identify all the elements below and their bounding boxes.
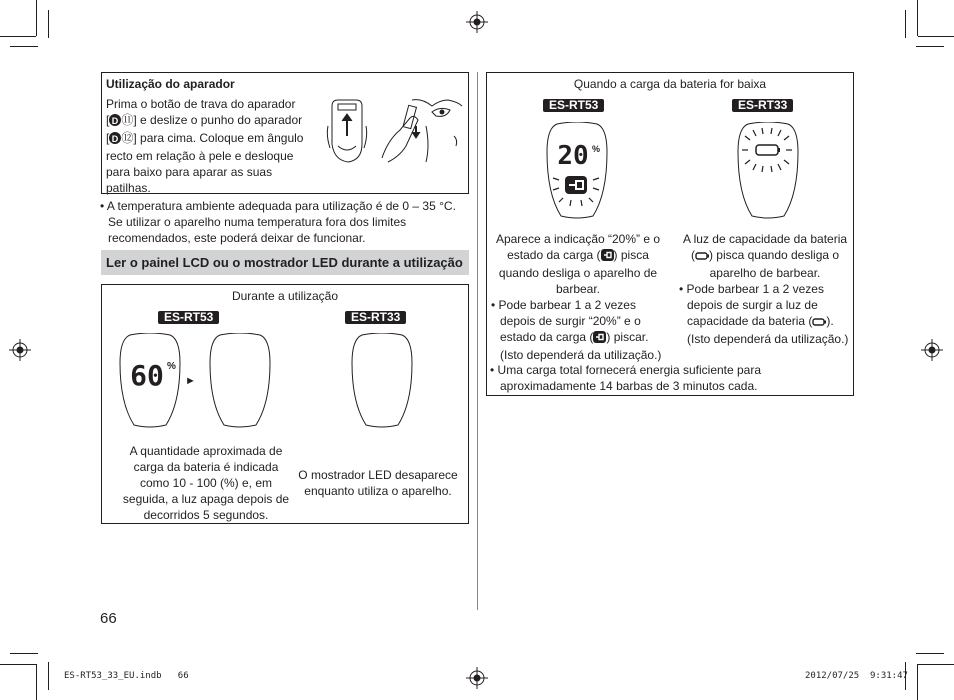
crop-mark	[905, 10, 906, 38]
col-b-line	[676, 313, 854, 331]
trimmer-line-text: ] para cima. Coloque em ângulo	[133, 131, 304, 145]
lcd-value: 60	[130, 359, 164, 392]
temperature-line	[100, 198, 470, 214]
low-battery-col-es-rt33	[676, 231, 854, 347]
during-use-title: Durante a utilização	[231, 289, 339, 303]
bullet: •	[679, 282, 684, 296]
model-tag-es-rt53: ES-RT53	[158, 311, 219, 324]
d-circle-icon	[109, 132, 121, 148]
crop-mark	[916, 653, 944, 654]
battery-outline-icon	[695, 249, 709, 265]
trimmer-line: Prima o botão de trava do aparador	[106, 97, 296, 111]
charge-state-icon	[601, 249, 614, 265]
trimmer-usage-text	[106, 96, 316, 196]
crop-mark	[36, 0, 37, 36]
crop-mark	[36, 664, 37, 700]
section-heading	[101, 250, 469, 275]
lcd-unit: %	[167, 361, 176, 372]
registration-mark-icon	[921, 339, 943, 361]
caption-line: como 10 - 100 (%) e, em	[139, 476, 273, 490]
charge-state-icon	[593, 331, 606, 347]
col-b-line: (Isto dependerá da utilização.)	[687, 332, 849, 346]
crop-mark	[917, 0, 918, 36]
col-a-line: quando desliga o aparelho de	[498, 266, 658, 280]
col-a-line	[488, 247, 668, 265]
svg-text:D: D	[112, 134, 119, 144]
caption-line: carga da bateria é indicada	[133, 460, 279, 474]
bullet: •	[491, 298, 496, 312]
full-charge-line-text: Uma carga total fornecerá energia suficiente para	[497, 363, 762, 377]
crop-mark	[48, 10, 49, 38]
caption-es-rt53	[106, 443, 306, 523]
caption-es-rt33	[290, 467, 466, 499]
page-number: 66	[100, 610, 117, 627]
full-charge-note	[490, 362, 850, 394]
column-divider	[477, 72, 478, 610]
crop-mark	[48, 662, 49, 690]
bullet: •	[490, 363, 495, 377]
shaver-display-led-off	[350, 333, 414, 429]
trimmer-line: recto em relação à pele e desloque	[106, 149, 294, 163]
svg-text:D: D	[112, 116, 119, 126]
trimmer-line: [ D ⑫] para cima. Coloque em ângulo	[106, 130, 316, 148]
col-a-line-text: Pode barbear 1 a 2 vezes	[498, 298, 636, 312]
registration-mark-icon	[9, 339, 31, 361]
model-tag-es-rt53: ES-RT53	[543, 99, 604, 112]
crop-mark	[0, 664, 36, 665]
crop-mark	[10, 46, 38, 47]
col-b-bullet-line	[676, 281, 854, 297]
col-a-line: Aparece a indicação “20%” e o	[495, 232, 661, 246]
crop-mark	[918, 664, 954, 665]
trimmer-line: para baixo para aparar as suas	[106, 165, 273, 179]
temperature-line: Se utilizar o aparelho numa temperatura fora dos limites	[108, 215, 407, 229]
battery-outline-icon	[812, 315, 826, 331]
lcd-unit: %	[592, 144, 601, 154]
col-b-line-text: ).	[826, 314, 834, 328]
low-battery-col-es-rt53	[488, 231, 668, 363]
crop-mark	[10, 653, 38, 654]
col-a-line-text: ) pisca	[613, 248, 649, 262]
col-b-line-text: capacidade da bateria (	[687, 314, 813, 328]
trimmer-line: [ D ⑪] e deslize o punho do aparador	[106, 112, 316, 130]
trimmer-line-text: ] e deslize o punho do aparador	[133, 113, 303, 127]
col-b-line: A luz de capacidade da bateria	[682, 232, 848, 246]
col-a-line-text: estado da carga (	[507, 248, 601, 262]
footer-date: 2012/07/25	[805, 671, 860, 681]
caption-line: O mostrador LED desaparece	[298, 468, 458, 482]
bullet: •	[100, 199, 105, 213]
trimmer-ref-num: ⑪	[121, 113, 134, 127]
d-circle-icon	[109, 114, 121, 130]
temperature-line: recomendados, este poderá deixar de funcionar.	[108, 231, 366, 245]
caption-line: A quantidade aproximada de	[129, 444, 283, 458]
caption-line: seguida, a luz apaga depois de	[122, 492, 290, 506]
crop-mark	[918, 36, 954, 37]
registration-mark-icon	[466, 667, 488, 689]
trimmer-ref-num: ⑫	[121, 131, 134, 145]
col-b-line: depois de surgir a luz de	[687, 298, 818, 312]
registration-mark-icon	[466, 11, 488, 33]
crop-mark	[917, 664, 918, 700]
trimmer-line: patilhas.	[106, 181, 151, 195]
shaver-display-led-low	[736, 122, 800, 220]
caption-line: enquanto utiliza o aparelho.	[304, 484, 452, 498]
shaver-display-lcd-low	[545, 122, 609, 220]
col-a-line	[488, 329, 668, 347]
col-b-line-text: ) pisca quando desliga o	[708, 248, 840, 262]
model-tag-es-rt33: ES-RT33	[732, 99, 793, 112]
low-battery-title: Quando a carga da bateria for baixa	[573, 77, 767, 91]
lcd-value: 20	[557, 141, 589, 171]
col-b-line-text: (	[690, 248, 695, 262]
full-charge-line	[490, 362, 850, 378]
col-a-line: (Isto dependerá da utilização.)	[500, 348, 662, 362]
col-a-line-text: ) piscar.	[606, 330, 649, 344]
crop-mark	[0, 36, 36, 37]
col-a-line-text: estado da carga (	[500, 330, 594, 344]
col-b-line	[676, 247, 854, 265]
crop-mark	[916, 46, 944, 47]
col-b-line: aparelho de barbear.	[709, 266, 821, 280]
col-a-line: barbear.	[555, 282, 601, 296]
trimmer-illustration	[322, 96, 464, 168]
full-charge-line: aproximadamente 14 barbas de 3 minutos cada.	[500, 379, 758, 393]
footer-file: ES-RT53_33_EU.indb 66	[64, 671, 189, 681]
shaver-display-lcd	[118, 333, 182, 429]
col-b-line-text: Pode barbear 1 a 2 vezes	[686, 282, 824, 296]
col-a-bullet-line	[488, 297, 668, 313]
shaver-display-off	[208, 333, 272, 429]
model-tag-es-rt33: ES-RT33	[345, 311, 406, 324]
col-a-line: depois de surgir “20%” e o	[500, 314, 641, 328]
footer-time: 9:31:47	[870, 671, 908, 681]
transition-arrow: ►	[185, 375, 196, 387]
section-heading-text: Ler o painel LCD ou o mostrador LED durante a utilização	[106, 255, 463, 270]
trimmer-usage-title: Utilização do aparador	[106, 77, 235, 91]
temperature-line-text: A temperatura ambiente adequada para utilização é de 0 – 35 °C.	[106, 199, 456, 213]
temperature-note	[100, 198, 470, 246]
caption-line: decorridos 5 segundos.	[143, 508, 269, 522]
